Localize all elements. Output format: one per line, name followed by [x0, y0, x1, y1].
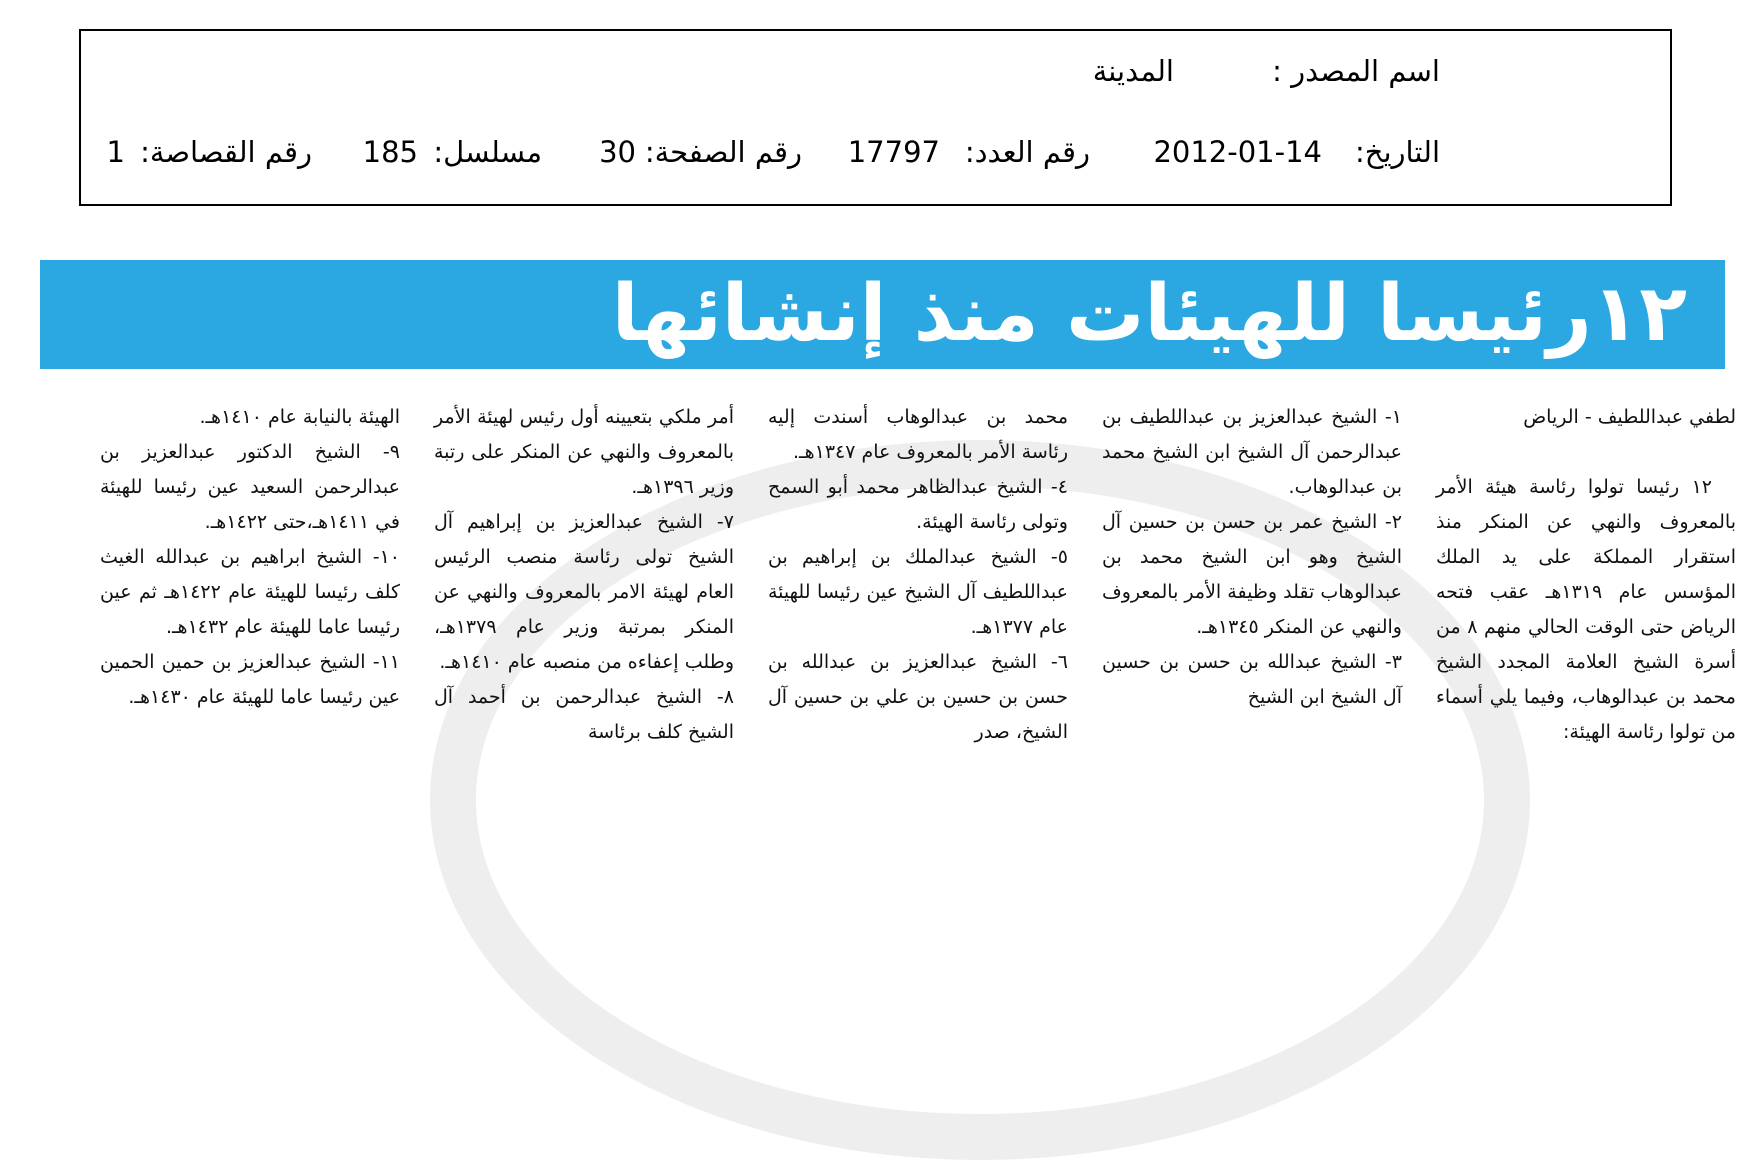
- article-intro: ١٢ رئيسا تولوا رئاسة هيئة الأمر بالمعروف والنهي عن المنكر منذ استقرار المملكة على يد الملك المؤسس عام ١٣١٩هـ عقب فتحه الرياض حتى الوقت الحالي منهم ٨ من أسرة الشيخ العلامة المجدد الشيخ محمد بن عبدالوهاب، وفيما يلي أسماء من تولوا رئاسة الهيئة:: [1436, 476, 1736, 743]
- list-item: ١١- الشيخ عبدالعزيز بن حمين الحمين عين رئيسا عاما للهيئة عام ١٤٣٠هـ.: [100, 651, 400, 708]
- date-label: التاريخ:: [1354, 135, 1440, 169]
- list-item: ٧- الشيخ عبدالعزيز بن إبراهيم آل الشيخ تولى رئاسة منصب الرئيس العام لهيئة الامر بالمعروف والنهي عن المنكر بمرتبة وزير عام ١٣٧٩هـ، وطلب إعفاءه من منصبه عام ١٤١٠هـ.: [434, 511, 734, 673]
- list-item: ٥- الشيخ عبدالملك بن إبراهيم بن عبداللطيف آل الشيخ عين رئيسا للهيئة عام ١٣٧٧هـ.: [768, 546, 1068, 638]
- headline: ١٢رئيسا للهيئات منذ إنشائها: [611, 269, 1687, 359]
- issue-value: 17797: [847, 135, 940, 169]
- list-item: الهيئة بالنيابة عام ١٤١٠هـ.: [199, 406, 400, 428]
- serial-label: مسلسل:: [433, 135, 542, 169]
- headline-banner: [40, 260, 1725, 369]
- clip-value: 1: [106, 135, 125, 169]
- list-item: أمر ملكي بتعيينه أول رئيس لهيئة الأمر بالمعروف والنهي عن المنكر على رتبة وزير ١٣٩٦هـ.: [434, 406, 734, 498]
- article-byline: لطفي عبداللطيف - الرياض: [1523, 406, 1736, 428]
- article-column-5: [100, 400, 400, 715]
- list-item: ٢- الشيخ عمر بن حسن بن حسين آل الشيخ وهو ابن الشيخ محمد بن عبدالوهاب تقلد وظيفة الأمر بالمعروف والنهي عن المنكر ١٣٤٥هـ.: [1102, 511, 1402, 638]
- list-item: ١٠- الشيخ ابراهيم بن عبدالله الغيث كلف رئيسا للهيئة عام ١٤٢٢هـ ثم عين رئيسا عاما للهيئة عام ١٤٣٢هـ.: [100, 546, 400, 638]
- list-item: ٩- الشيخ الدكتور عبدالعزيز بن عبدالرحمن السعيد عين رئيسا للهيئة في ١٤١١هـ،حتى ١٤٢٢هـ.: [100, 441, 400, 533]
- article-column-2: [1102, 400, 1402, 715]
- clip-label: رقم القصاصة:: [140, 135, 312, 169]
- list-item: ١- الشيخ عبدالعزيز بن عبداللطيف بن عبدالرحمن آل الشيخ ابن الشيخ محمد بن عبدالوهاب.: [1102, 406, 1402, 498]
- list-item: ٤- الشيخ عبدالظاهر محمد أبو السمح وتولى رئاسة الهيئة.: [768, 476, 1068, 533]
- source-value: المدينة: [1092, 54, 1174, 88]
- issue-label: رقم العدد:: [964, 135, 1090, 169]
- source-label: اسم المصدر :: [1272, 54, 1440, 88]
- list-item: ٨- الشيخ عبدالرحمن بن أحمد آل الشيخ كلف برئاسة: [434, 686, 734, 743]
- list-item: محمد بن عبدالوهاب أسندت إليه رئاسة الأمر بالمعروف عام ١٣٤٧هـ.: [768, 406, 1068, 463]
- page-value: 30: [599, 135, 636, 169]
- article-column-4: [434, 400, 734, 750]
- page-label: رقم الصفحة:: [644, 135, 802, 169]
- list-item: ٣- الشيخ عبدالله بن حسن بن حسين آل الشيخ ابن الشيخ: [1102, 651, 1402, 708]
- article-column-3: [768, 400, 1068, 750]
- serial-value: 185: [362, 135, 418, 169]
- source-info-box: [79, 29, 1672, 206]
- date-value: 2012-01-14: [1153, 135, 1322, 169]
- list-item: ٦- الشيخ عبدالعزيز بن عبدالله بن حسن بن حسين بن علي بن حسين آل الشيخ، صدر: [768, 651, 1068, 743]
